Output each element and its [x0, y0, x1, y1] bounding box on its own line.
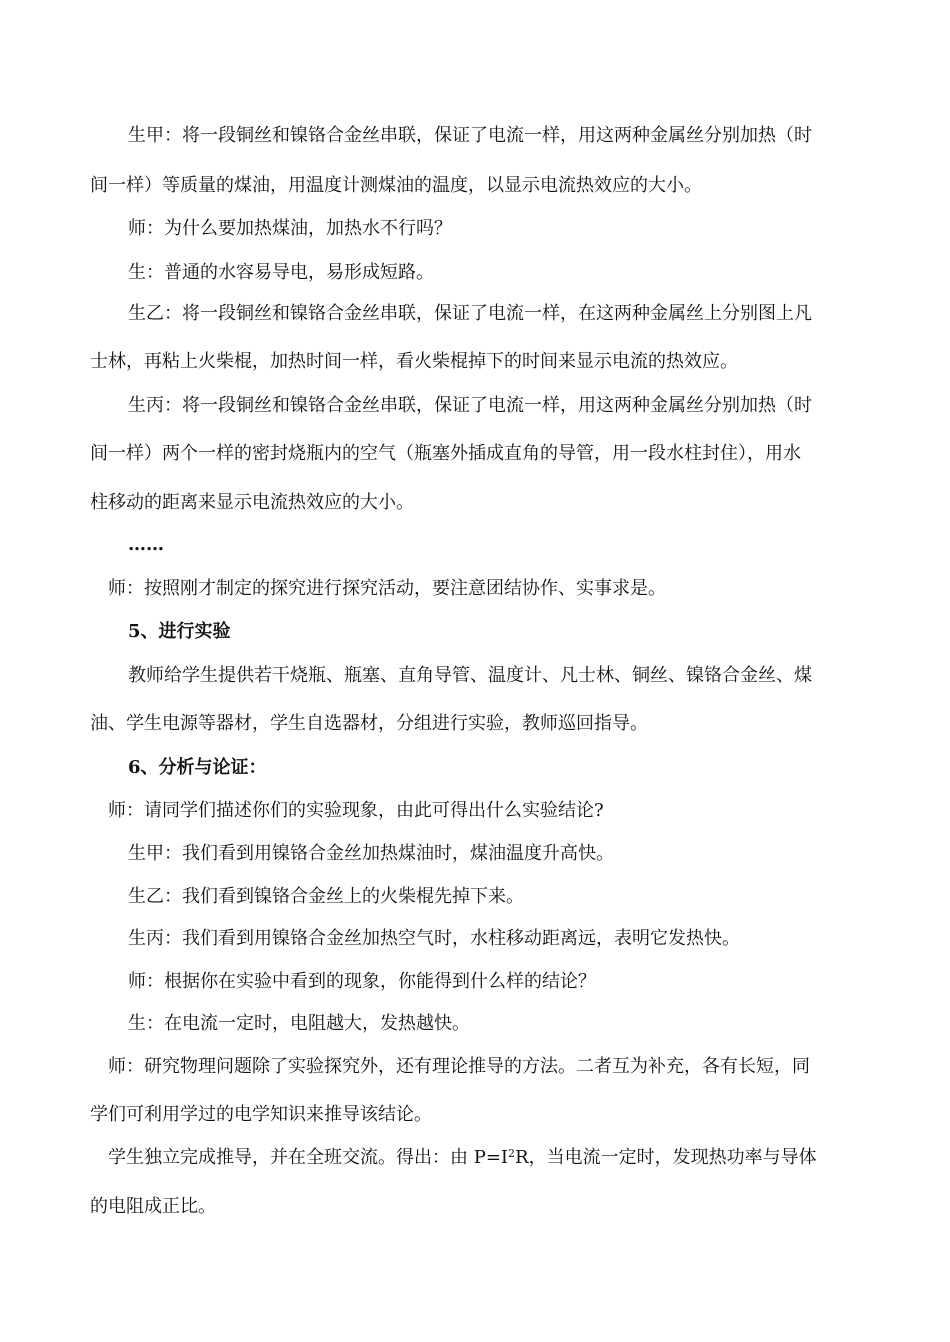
paragraph-teacher-theory-line-2: 学们可利用学过的电学知识来推导该结论。 [90, 1104, 432, 1125]
section-heading-5: 5、进行实验 [128, 621, 231, 642]
paragraph-student-a-method-line-2: 间一样）等质量的煤油，用温度计测煤油的温度，以显示电流热效应的大小。 [90, 175, 702, 196]
paragraph-equipment-line-1: 教师给学生提供若干烧瓶、瓶塞、直角导管、温度计、凡士林、铜丝、镍铬合金丝、煤 [128, 665, 812, 686]
paragraph-student-c-method-line-3: 柱移动的距离来显示电流热效应的大小。 [90, 492, 414, 513]
ellipsis: …… [128, 534, 164, 555]
paragraph-teacher-prompt: 师：请同学们描述你们的实验现象，由此可得出什么实验结论? [108, 800, 604, 821]
paragraph-equipment-line-2: 油、学生电源等器材，学生自选器材，分组进行实验，教师巡回指导。 [90, 713, 648, 734]
paragraph-student-conclusion: 生：在电流一定时，电阻越大，发热越快。 [128, 1013, 470, 1034]
paragraph-student-b-method-line-1: 生乙：将一段铜丝和镍铬合金丝串联，保证了电流一样，在这两种金属丝上分别图上凡 [128, 303, 812, 324]
section-heading-6: 6、分析与论证： [128, 757, 267, 778]
superscript-exponent: 2 [508, 1147, 516, 1160]
paragraph-teacher-theory-line-1: 师：研究物理问题除了实验探究外，还有理论推导的方法。二者互为补充，各有长短，同 [108, 1056, 810, 1077]
derivation-text-after: R，当电流一定时，发现热功率与导体 [515, 1147, 817, 1168]
paragraph-teacher-instruction: 师：按照刚才制定的探究进行探究活动，要注意团结协作、实事求是。 [108, 578, 666, 599]
derivation-text-before: 学生独立完成推导，并在全班交流。得出：由 P=I [108, 1147, 509, 1168]
paragraph-student-c-method-line-2: 间一样）两个一样的密封烧瓶内的空气（瓶塞外插成直角的导管，用一段水柱封住），用水 [90, 443, 801, 464]
paragraph-student-c-method-line-1: 生丙：将一段铜丝和镍铬合金丝串联，保证了电流一样，用这两种金属丝分别加热（时 [128, 395, 812, 416]
paragraph-teacher-question: 师：为什么要加热煤油，加热水不行吗？ [128, 218, 452, 239]
paragraph-student-b-result: 生乙：我们看到镍铬合金丝上的火柴棍先掉下来。 [128, 886, 524, 907]
paragraph-derivation-line-1 [108, 1146, 817, 1170]
paragraph-teacher-conclusion-question: 师：根据你在实验中看到的现象，你能得到什么样的结论？ [128, 971, 596, 992]
paragraph-student-a-result: 生甲：我们看到用镍铬合金丝加热煤油时，煤油温度升高快。 [128, 843, 614, 864]
paragraph-derivation-line-2: 的电阻成正比。 [90, 1196, 216, 1217]
paragraph-student-c-result: 生丙：我们看到用镍铬合金丝加热空气时，水柱移动距离远，表明它发热快。 [128, 928, 740, 949]
paragraph-student-b-method-line-2: 士林，再粘上火柴棍，加热时间一样，看火柴棍掉下的时间来显示电流的热效应。 [90, 351, 738, 372]
paragraph-student-a-method-line-1: 生甲：将一段铜丝和镍铬合金丝串联，保证了电流一样，用这两种金属丝分别加热（时 [128, 125, 812, 146]
paragraph-student-answer: 生：普通的水容易导电，易形成短路。 [128, 262, 434, 283]
